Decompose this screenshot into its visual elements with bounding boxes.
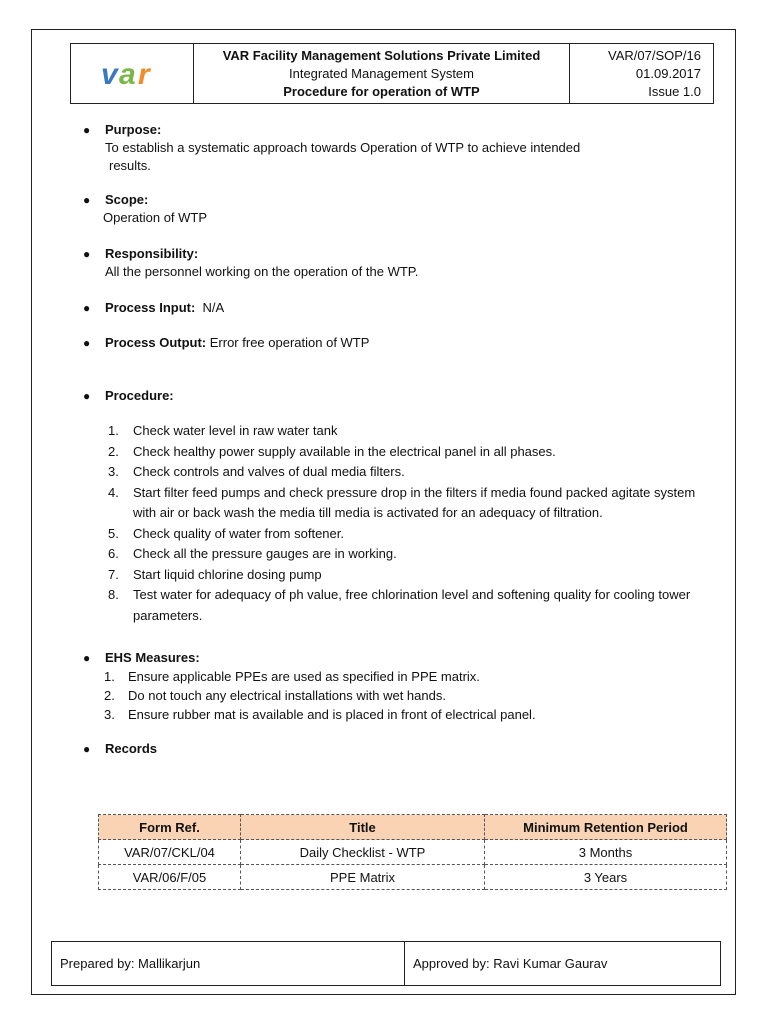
step-text: Check water level in raw water tank — [133, 423, 338, 438]
step-number: 5. — [108, 525, 119, 541]
ehs-label: EHS Measures: — [105, 650, 200, 665]
table-header-row — [99, 815, 727, 840]
svg-text:a: a — [119, 57, 136, 90]
bullet-icon: ● — [83, 193, 91, 207]
bullet-icon: ● — [83, 651, 91, 665]
step-text: Ensure rubber mat is available and is placed in front of electrical panel. — [128, 707, 536, 722]
process-output-text: Error free operation of WTP — [209, 335, 370, 350]
scope-text: Operation of WTP — [103, 210, 208, 225]
list-item — [108, 421, 718, 442]
column-header: Title — [241, 815, 485, 840]
signature-footer — [51, 941, 721, 986]
bullet-icon: ● — [83, 336, 91, 350]
procedure-label: Procedure: — [105, 388, 174, 403]
table-cell: 3 Months — [485, 840, 727, 865]
svg-text:v: v — [101, 57, 118, 90]
step-number: 8. — [108, 587, 119, 602]
bullet-icon: ● — [83, 247, 91, 261]
process-input-text: N/A — [202, 300, 225, 315]
company-name: VAR Facility Management Solutions Private Limited — [222, 47, 541, 63]
list-item — [104, 686, 704, 705]
doc-ref: VAR/07/SOP/16 — [608, 47, 701, 63]
company-logo — [71, 44, 194, 103]
process-input-label: Process Input: — [105, 300, 196, 315]
table-cell: 3 Years — [485, 865, 727, 890]
step-text: Check all the pressure gauges are in working. — [133, 546, 397, 561]
column-header: Form Ref. — [99, 815, 241, 840]
responsibility-label: Responsibility: — [105, 246, 199, 261]
table-cell: VAR/07/CKL/04 — [99, 840, 241, 865]
step-number: 4. — [108, 484, 119, 500]
step-number: 1. — [104, 669, 115, 684]
column-header: Minimum Retention Period — [485, 815, 727, 840]
list-item — [108, 483, 718, 524]
records-label: Records — [105, 741, 158, 756]
table-row — [99, 840, 727, 865]
list-item — [108, 544, 718, 565]
step-text: Start filter feed pumps and check pressure drop in the filters if media found packed agitate system with air or back wash the media till media is activated for an adequacy of filtration. — [133, 484, 696, 520]
step-number: 3. — [108, 464, 119, 479]
table-cell: VAR/06/F/05 — [99, 865, 241, 890]
step-number: 1. — [108, 423, 119, 438]
step-text: Check quality of water from softener. — [133, 525, 344, 541]
doc-date: 01.09.2017 — [635, 65, 701, 81]
table-row — [99, 865, 727, 890]
step-text: Test water for adequacy of ph value, free chlorination level and softening quality for cooling tower parameters. — [133, 587, 691, 623]
step-text: Start liquid chlorine dosing pump — [133, 566, 322, 582]
system-name: Integrated Management System — [289, 65, 474, 81]
purpose-label: Purpose: — [105, 122, 162, 137]
list-item — [108, 565, 718, 586]
step-number: 6. — [108, 546, 119, 561]
responsibility-text: All the personnel working on the operation of the WTP. — [105, 264, 419, 279]
bullet-icon: ● — [83, 123, 91, 137]
step-text: Check healthy power supply available in the electrical panel in all phases. — [133, 443, 556, 459]
purpose-text-line2: results. — [109, 158, 151, 173]
list-item — [108, 524, 718, 545]
bullet-icon: ● — [83, 742, 91, 756]
step-text: Do not touch any electrical installations with wet hands. — [128, 688, 446, 703]
process-output-label: Process Output: — [105, 335, 207, 350]
procedure-steps — [108, 421, 718, 626]
bullet-icon: ● — [83, 389, 91, 403]
step-text: Ensure applicable PPEs are used as specified in PPE matrix. — [128, 669, 480, 684]
records-table — [98, 814, 727, 890]
step-number: 2. — [108, 443, 119, 459]
list-item — [104, 705, 704, 724]
purpose-text-line1: To establish a systematic approach towards Operation of WTP to achieve intended — [105, 140, 581, 155]
procedure-title: Procedure for operation of WTP — [283, 83, 480, 99]
step-text: Check controls and valves of dual media filters. — [133, 464, 405, 479]
list-item — [104, 667, 704, 686]
list-item — [108, 442, 718, 463]
prepared-by: Prepared by: Mallikarjun — [52, 942, 405, 985]
scope-label: Scope: — [105, 192, 149, 207]
step-number: 7. — [108, 566, 119, 582]
approved-by: Approved by: Ravi Kumar Gaurav — [413, 956, 608, 971]
step-number: 3. — [104, 707, 115, 722]
svg-text:r: r — [138, 57, 150, 90]
list-item — [108, 585, 718, 626]
table-cell: Daily Checklist - WTP — [241, 840, 485, 865]
bullet-icon: ● — [83, 301, 91, 315]
var-logo-icon — [99, 58, 165, 90]
doc-issue: Issue 1.0 — [648, 83, 701, 99]
list-item — [108, 462, 718, 483]
document-header — [70, 43, 714, 104]
ehs-steps — [104, 667, 704, 724]
table-cell: PPE Matrix — [241, 865, 485, 890]
step-number: 2. — [104, 688, 115, 703]
